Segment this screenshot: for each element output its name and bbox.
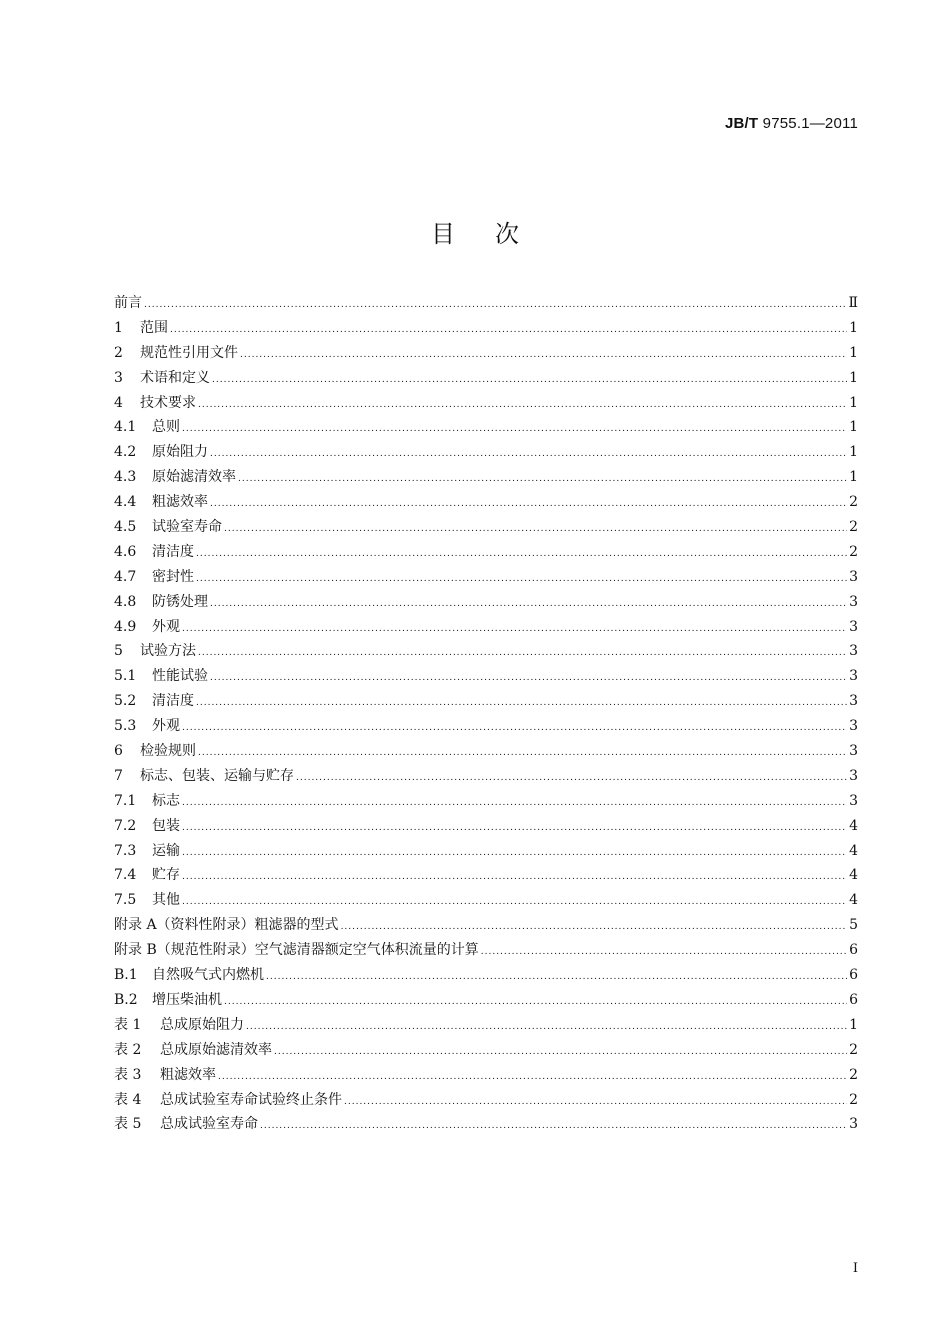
toc-entry-page: 3	[849, 618, 858, 635]
toc-leader-dots	[274, 1040, 847, 1065]
toc-entry[interactable]	[114, 739, 858, 764]
toc-entry-page: 1	[849, 319, 858, 336]
toc-leader-dots	[182, 417, 847, 442]
toc-entry-label	[114, 515, 222, 540]
toc-entry-page: 4	[849, 867, 858, 884]
toc-entry-page: 4	[849, 817, 858, 834]
toc-leader-dots	[210, 666, 847, 691]
toc-entry[interactable]	[114, 938, 858, 963]
toc-entry-title: 总成试验室寿命试验终止条件	[160, 1091, 342, 1108]
toc-leader-dots	[224, 517, 847, 542]
toc-entry-label	[114, 689, 194, 714]
toc-entry-label	[114, 739, 196, 764]
toc-entry[interactable]	[114, 963, 858, 988]
toc-entry-title: 前言	[114, 295, 142, 311]
toc-entry-title: 总成原始滤清效率	[160, 1041, 272, 1058]
toc-leader-dots	[246, 1015, 847, 1040]
toc-leader-dots	[144, 293, 846, 318]
toc-entry[interactable]	[114, 863, 858, 888]
toc-entry-page: 6	[849, 967, 858, 984]
toc-entry-label	[114, 888, 180, 913]
toc-entry-label	[114, 1112, 258, 1137]
toc-entry[interactable]	[114, 1112, 858, 1137]
toc-entry-page: 3	[849, 643, 858, 660]
toc-entry-label	[114, 540, 194, 565]
toc-entry-page: 3	[849, 743, 858, 760]
toc-entry[interactable]	[114, 415, 858, 440]
toc-entry-page: 3	[849, 792, 858, 809]
toc-entry-title: 标志、包装、运输与贮存	[140, 767, 294, 784]
toc-entry[interactable]	[114, 1088, 858, 1113]
toc-entry[interactable]	[114, 291, 858, 316]
toc-entry[interactable]	[114, 341, 858, 366]
toc-entry-page: 1	[849, 1016, 858, 1033]
toc-entry-title: 检验规则	[140, 743, 196, 760]
toc-leader-dots	[182, 791, 847, 816]
toc-entry-title: 术语和定义	[140, 369, 210, 386]
toc-entry-page: 2	[849, 1041, 858, 1058]
toc-entry-page: 2	[849, 519, 858, 536]
toc-entry-number: 7.3	[114, 842, 137, 859]
toc-entry-title: 总则	[152, 419, 180, 436]
toc-entry-title: 标志	[152, 792, 180, 809]
toc-entry[interactable]	[114, 540, 858, 565]
toc-leader-dots	[260, 1114, 847, 1139]
toc-entry-number: 4.3	[114, 469, 137, 486]
toc-entry-number: 表 1	[114, 1016, 142, 1033]
toc-entry-page: 3	[849, 1116, 858, 1133]
toc-leader-dots	[170, 318, 847, 343]
toc-entry[interactable]	[114, 1013, 858, 1038]
toc-entry-label	[114, 291, 142, 316]
toc-entry-label	[114, 565, 194, 590]
toc-entry-number: 表 2	[114, 1041, 142, 1058]
standard-prefix: JB/T	[724, 115, 759, 132]
toc-leader-dots	[182, 617, 847, 642]
toc-leader-dots	[182, 890, 847, 915]
toc-leader-dots	[198, 641, 847, 666]
toc-entry-number: 4.9	[114, 618, 137, 635]
toc-entry-title: 防锈处理	[152, 593, 208, 610]
toc-entry[interactable]	[114, 590, 858, 615]
toc-leader-dots	[240, 343, 847, 368]
toc-leader-dots	[182, 716, 847, 741]
toc-entry-label	[114, 415, 180, 440]
toc-entry[interactable]	[114, 689, 858, 714]
toc-entry-page: Ⅱ	[848, 295, 858, 311]
toc-entry[interactable]	[114, 1063, 858, 1088]
toc-entry-number: 6	[114, 743, 123, 760]
toc-entry-title: 附录 B（规范性附录）空气滤清器额定空气体积流量的计算	[114, 942, 479, 959]
toc-entry[interactable]	[114, 440, 858, 465]
toc-entry[interactable]	[114, 515, 858, 540]
toc-entry-label	[114, 913, 339, 938]
toc-entry-number: 7.2	[114, 817, 137, 834]
toc-entry-number: 表 3	[114, 1066, 142, 1083]
toc-leader-dots	[218, 1065, 847, 1090]
toc-entry[interactable]	[114, 664, 858, 689]
toc-entry-title: 密封性	[152, 568, 194, 585]
toc-entry[interactable]	[114, 490, 858, 515]
toc-entry-label	[114, 465, 236, 490]
toc-entry-page: 2	[849, 1066, 858, 1083]
toc-leader-dots	[224, 990, 847, 1015]
toc-entry-page: 1	[849, 419, 858, 436]
toc-entry-number: 4.5	[114, 519, 137, 536]
toc-entry-number: B.1	[114, 967, 138, 984]
toc-entry-number: 5	[114, 643, 123, 660]
toc-entry-number: 4.1	[114, 419, 137, 436]
toc-leader-dots	[182, 865, 847, 890]
toc-entry-page: 2	[849, 494, 858, 511]
toc-entry-page: 3	[849, 718, 858, 735]
toc-leader-dots	[266, 965, 847, 990]
toc-entry-title: 粗滤效率	[152, 494, 208, 511]
toc-leader-dots	[210, 492, 847, 517]
toc-entry-page: 4	[849, 892, 858, 909]
toc-entry-page: 3	[849, 668, 858, 685]
toc-leader-dots	[196, 542, 847, 567]
toc-entry-title: 包装	[152, 817, 180, 834]
toc-entry-title: 运输	[152, 842, 180, 859]
toc-entry-number: 2	[114, 344, 123, 361]
toc-entry-label	[114, 714, 180, 739]
toc-entry[interactable]	[114, 639, 858, 664]
toc-leader-dots	[210, 442, 847, 467]
toc-entry-title: 清洁度	[152, 693, 194, 710]
toc-entry-number: 4.7	[114, 568, 137, 585]
toc-entry[interactable]	[114, 1038, 858, 1063]
toc-leader-dots	[296, 766, 847, 791]
toc-entry-page: 6	[849, 991, 858, 1008]
toc-entry-title: 附录 A（资料性附录）粗滤器的型式	[114, 917, 339, 934]
toc-entry-label	[114, 988, 222, 1013]
toc-entry-title: 原始滤清效率	[152, 469, 236, 486]
toc-leader-dots	[198, 393, 847, 418]
toc-entry-label	[114, 1013, 244, 1038]
toc-leader-dots	[198, 741, 847, 766]
standard-number	[725, 115, 858, 132]
toc-entry-number: 5.2	[114, 693, 137, 710]
toc-entry-title: 范围	[140, 319, 168, 336]
toc-entry-label	[114, 316, 168, 341]
toc-entry-page: 2	[849, 543, 858, 560]
toc-entry-label	[114, 863, 180, 888]
toc-entry-page: 3	[849, 693, 858, 710]
toc-entry-title: 外观	[152, 618, 180, 635]
toc-entry[interactable]	[114, 391, 858, 416]
toc-leader-dots	[212, 368, 847, 393]
toc-entry-page: 3	[849, 593, 858, 610]
toc-entry-page: 5	[849, 917, 858, 934]
toc-entry[interactable]	[114, 565, 858, 590]
toc-entry-label	[114, 1088, 342, 1113]
toc-leader-dots	[210, 592, 847, 617]
toc-entry-label	[114, 789, 180, 814]
toc-entry-title: 总成试验室寿命	[160, 1116, 258, 1133]
toc-leader-dots	[238, 467, 847, 492]
toc-entry-number: 4.2	[114, 444, 137, 461]
toc-entry[interactable]	[114, 366, 858, 391]
toc-entry-number: 4.6	[114, 543, 137, 560]
toc-entry-label	[114, 391, 196, 416]
toc-entry-number: 7	[114, 767, 123, 784]
toc-entry-title: 增压柴油机	[152, 991, 222, 1008]
toc-entry-title: 规范性引用文件	[140, 344, 238, 361]
toc-leader-dots	[344, 1090, 847, 1115]
toc-entry-label	[114, 590, 208, 615]
toc-entry-title: 总成原始阻力	[160, 1016, 244, 1033]
toc-entry-number: 表 4	[114, 1091, 142, 1108]
table-of-contents	[114, 291, 858, 1137]
page-title: 目次	[431, 220, 559, 248]
toc-entry-page: 1	[849, 444, 858, 461]
toc-leader-dots	[196, 567, 847, 592]
toc-entry[interactable]	[114, 714, 858, 739]
toc-entry-title: 粗滤效率	[160, 1066, 216, 1083]
toc-entry-page: 6	[849, 942, 858, 959]
toc-entry-label	[114, 938, 479, 963]
toc-entry-title: 性能试验	[152, 668, 208, 685]
toc-leader-dots	[341, 915, 848, 940]
toc-entry-label	[114, 1038, 272, 1063]
toc-entry-page: 1	[849, 369, 858, 386]
toc-leader-dots	[182, 816, 847, 841]
toc-entry-number: 4.8	[114, 593, 137, 610]
toc-entry[interactable]	[114, 465, 858, 490]
toc-entry-title: 其他	[152, 892, 180, 909]
toc-entry-number: 表 5	[114, 1116, 142, 1133]
toc-entry[interactable]	[114, 316, 858, 341]
toc-entry-title: 贮存	[152, 867, 180, 884]
toc-entry-number: 4.4	[114, 494, 137, 511]
toc-entry-page: 3	[849, 568, 858, 585]
toc-entry-label	[114, 839, 180, 864]
toc-entry[interactable]	[114, 789, 858, 814]
toc-entry-label	[114, 814, 180, 839]
toc-entry-label	[114, 764, 294, 789]
toc-entry-page: 4	[849, 842, 858, 859]
toc-entry-label	[114, 440, 208, 465]
toc-entry-title: 技术要求	[140, 394, 196, 411]
page-number: I	[852, 1261, 858, 1276]
toc-entry[interactable]	[114, 615, 858, 640]
toc-entry-page: 3	[849, 767, 858, 784]
toc-entry-label	[114, 639, 196, 664]
toc-entry-page: 1	[849, 469, 858, 486]
toc-entry[interactable]	[114, 814, 858, 839]
toc-entry[interactable]	[114, 988, 858, 1013]
standard-code: 9755.1—2011	[762, 115, 858, 132]
toc-entry-number: 7.1	[114, 792, 137, 809]
toc-entry-number: 3	[114, 369, 123, 386]
toc-entry-label	[114, 664, 208, 689]
toc-entry-title: 自然吸气式内燃机	[152, 967, 264, 984]
toc-entry[interactable]	[114, 839, 858, 864]
toc-entry-page: 1	[849, 344, 858, 361]
toc-entry-number: 5.3	[114, 718, 137, 735]
toc-entry-title: 清洁度	[152, 543, 194, 560]
toc-entry-label	[114, 366, 210, 391]
toc-entry-number: 1	[114, 319, 123, 336]
toc-entry-label	[114, 1063, 216, 1088]
toc-entry-number: 5.1	[114, 668, 137, 685]
toc-entry-title: 试验方法	[140, 643, 196, 660]
toc-entry-number: 7.4	[114, 867, 137, 884]
toc-entry-label	[114, 963, 264, 988]
toc-entry-label	[114, 615, 180, 640]
toc-entry[interactable]	[114, 913, 858, 938]
toc-entry-number: B.2	[114, 991, 138, 1008]
toc-entry-page: 1	[849, 394, 858, 411]
toc-entry-title: 外观	[152, 718, 180, 735]
toc-entry-number: 7.5	[114, 892, 137, 909]
toc-leader-dots	[182, 841, 847, 866]
toc-entry-label	[114, 341, 238, 366]
toc-entry-title: 试验室寿命	[152, 519, 222, 536]
toc-entry[interactable]	[114, 888, 858, 913]
toc-leader-dots	[196, 691, 847, 716]
toc-entry-page: 2	[849, 1091, 858, 1108]
toc-entry-number: 4	[114, 394, 123, 411]
toc-entry[interactable]	[114, 764, 858, 789]
toc-leader-dots	[481, 940, 847, 965]
toc-entry-label	[114, 490, 208, 515]
toc-entry-title: 原始阻力	[152, 444, 208, 461]
